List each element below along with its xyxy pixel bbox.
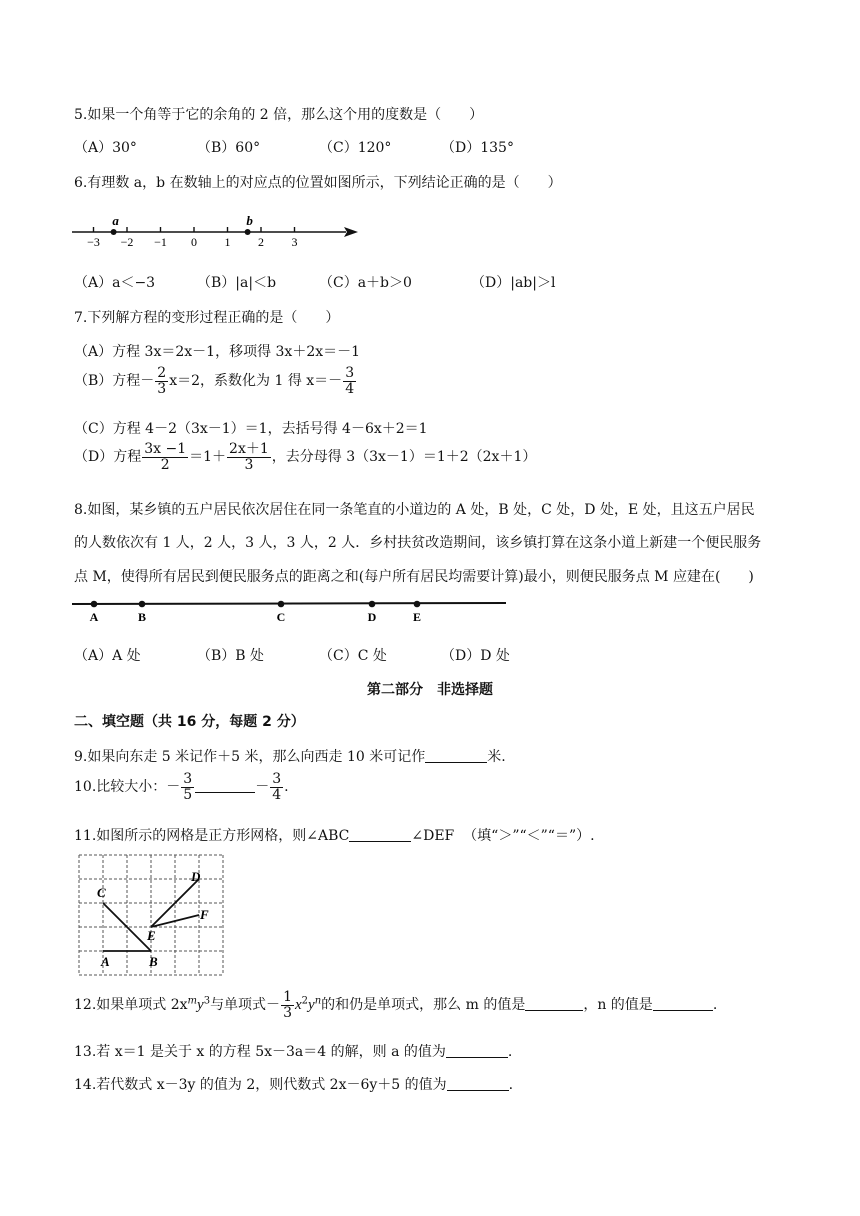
q14-text: 14.若代数式 x－3y 的值为 2，则代数式 2x－6y＋5 的值为 — [74, 1077, 447, 1093]
tick-label: −2 — [120, 235, 134, 249]
q12-text-3: 的和仍是单项式，那么 m 的值是 — [321, 997, 526, 1014]
answer-blank[interactable] — [349, 828, 411, 842]
q7-d-middle: ＝1＋ — [189, 449, 227, 466]
q7-d-suffix: ，去分母得 3（3x－1）＝1＋2（2x＋1） — [271, 449, 537, 466]
fraction-numerator: 2 — [157, 365, 167, 381]
house-label: A — [89, 610, 99, 624]
fraction-denominator: 3 — [244, 456, 254, 473]
fraction — [343, 366, 356, 396]
point-label: D — [191, 869, 201, 884]
answer-blank[interactable] — [425, 749, 487, 763]
fraction — [270, 772, 283, 802]
tick-label: −1 — [154, 235, 167, 249]
answer-blank-n[interactable] — [653, 997, 713, 1011]
q5-stem: 5.如果一个角等于它的余角的 2 倍，那么这个用的度数是（ ） — [74, 107, 484, 123]
fraction — [155, 366, 168, 396]
q9 — [74, 746, 506, 766]
fraction-denominator: 4 — [272, 786, 282, 803]
q6-option-b: （B）|a|＜b — [197, 275, 277, 291]
point-label: b — [246, 213, 253, 228]
house-point — [414, 601, 421, 608]
q5-option-b: （B）60° — [197, 140, 261, 156]
house-label: D — [367, 610, 377, 624]
q9-suffix: 米. — [487, 749, 506, 765]
fraction-numerator: 2x＋1 — [229, 441, 269, 457]
q6-number-line — [70, 208, 360, 250]
q11-angle-def: ∠DEF — [411, 828, 455, 844]
answer-blank[interactable] — [446, 1044, 508, 1058]
q7-option-c: （C）方程 4－2（3x－1）＝1，去括号得 4－6x＋2＝1 — [74, 421, 428, 437]
q7-option-d — [74, 442, 536, 472]
q5-option-d: （D）135° — [441, 140, 514, 156]
q9-text: 9.如果向东走 5 米记作＋5 米，那么向西走 10 米可记作 — [74, 749, 426, 765]
q13 — [74, 1041, 512, 1061]
exponent: 3 — [203, 995, 211, 1007]
tick-label: 2 — [258, 235, 264, 249]
q13-suffix: . — [507, 1044, 513, 1060]
q14-suffix: . — [508, 1077, 514, 1093]
variable: y — [308, 997, 315, 1014]
point-label: B — [149, 954, 158, 969]
q10-suffix: . — [284, 779, 289, 796]
q7-b-middle: x＝2，系数化为 1 得 x＝－ — [169, 373, 343, 390]
fraction — [227, 442, 271, 472]
part-two-heading: 第二部分 非选择题 — [367, 682, 493, 698]
fraction — [142, 442, 188, 472]
q8-line-3: 点 M，使得所有居民到便民服务点的距离之和(每户所有居民均需要计算)最小，则便民服务点 M 应建在( ) — [74, 569, 754, 585]
q12-text-2: 与单项式－ — [210, 997, 281, 1014]
variable: x — [294, 997, 302, 1014]
q11 — [74, 825, 595, 845]
point-marker — [245, 229, 251, 235]
fraction-numerator: 3 — [345, 365, 355, 381]
q7-option-a: （A）方程 3x＝2x－1，移项得 3x＋2x＝－1 — [74, 344, 361, 360]
q7-option-b — [74, 366, 357, 396]
fraction — [181, 772, 194, 802]
fraction-numerator: 1 — [283, 989, 292, 1005]
fraction-denominator: 5 — [183, 786, 193, 803]
q5-option-c: （C）120° — [319, 140, 392, 156]
tick-label: 0 — [191, 235, 197, 249]
q11-suffix: （填“＞”“＜”“＝”）. — [463, 828, 595, 844]
exponent: m — [187, 995, 198, 1007]
answer-blank[interactable] — [195, 779, 255, 793]
house-label: B — [137, 610, 147, 624]
point-marker — [111, 229, 117, 235]
q7-b-prefix: （B）方程－ — [74, 373, 155, 390]
point-label: E — [147, 928, 156, 943]
q11-grid-figure — [76, 852, 224, 982]
house-point — [278, 601, 285, 608]
point-label: A — [101, 954, 110, 969]
house-point — [139, 601, 146, 608]
road-line — [72, 603, 506, 604]
section-two-heading: 二、填空题（共 16 分，每题 2 分） — [74, 714, 305, 730]
q8-line-2: 的人数依次有 1 人，2 人，3 人，3 人，2 人．乡村扶贫改造期间，该乡镇打算在这条小道上新建一个便民服务 — [74, 535, 762, 551]
q12 — [74, 990, 717, 1020]
exponent: n — [314, 995, 322, 1007]
q6-option-d: （D）|ab|＞l — [471, 275, 556, 291]
q7-d-prefix: （D）方程 — [74, 449, 142, 466]
q8-option-a: （A）A 处 — [74, 648, 141, 664]
q12-text-4: ，n 的值是 — [583, 997, 653, 1014]
q5-option-a: （A）30° — [74, 140, 137, 156]
q10-text: 10.比较大小：－ — [74, 779, 181, 796]
tick-label: 3 — [291, 235, 298, 249]
exponent: 2 — [301, 995, 309, 1007]
variable: y — [197, 997, 204, 1014]
house-point — [91, 601, 98, 608]
answer-blank-m[interactable] — [525, 997, 583, 1011]
q14 — [74, 1074, 513, 1094]
q6-option-c: （C）a＋b＞0 — [319, 275, 412, 291]
q8-line-1: 8.如图，某乡镇的五户居民依次居住在同一条笔直的小道边的 A 处，B 处，C 处，D 处，E 处，且这五户居民 — [74, 502, 755, 518]
q6-stem: 6.有理数 a，b 在数轴上的对应点的位置如图所示，下列结论正确的是（ ） — [74, 175, 562, 191]
fraction-numerator: 3 — [183, 771, 193, 787]
fraction-numerator: 3 — [272, 771, 282, 787]
q8-option-b: （B）B 处 — [197, 648, 265, 664]
tick-label: −3 — [87, 235, 100, 249]
point-label: F — [200, 907, 209, 922]
answer-blank[interactable] — [447, 1077, 509, 1091]
q10 — [74, 772, 289, 802]
arrow-icon — [344, 227, 358, 237]
q8-road-figure — [70, 594, 510, 626]
q12-suffix: . — [712, 997, 718, 1014]
q13-text: 13.若 x＝1 是关于 x 的方程 5x－3a＝4 的解，则 a 的值为 — [74, 1044, 446, 1060]
house-point — [369, 601, 376, 608]
tick-label: 1 — [224, 235, 231, 249]
q8-option-c: （C）C 处 — [319, 648, 387, 664]
point-label: C — [97, 885, 106, 900]
point-label: a — [112, 213, 119, 228]
fraction-numerator: 3x −1 — [144, 441, 187, 457]
fraction-denominator: 3 — [157, 380, 167, 397]
q11-text: 11.如图所示的网格是正方形网格，则∠ABC — [74, 828, 350, 844]
q10-minus: － — [255, 779, 270, 796]
fraction-denominator: 2 — [160, 456, 170, 473]
fraction — [281, 990, 294, 1020]
q8-option-d: （D）D 处 — [441, 648, 510, 664]
fraction-denominator: 4 — [345, 380, 355, 397]
house-label: E — [412, 610, 422, 624]
q12-text: 12.如果单项式 2x — [74, 997, 188, 1014]
house-label: C — [276, 610, 286, 624]
q6-option-a: （A）a＜−3 — [74, 275, 156, 291]
fraction-denominator: 3 — [283, 1004, 292, 1021]
q7-stem: 7.下列解方程的变形过程正确的是（ ） — [74, 310, 340, 326]
